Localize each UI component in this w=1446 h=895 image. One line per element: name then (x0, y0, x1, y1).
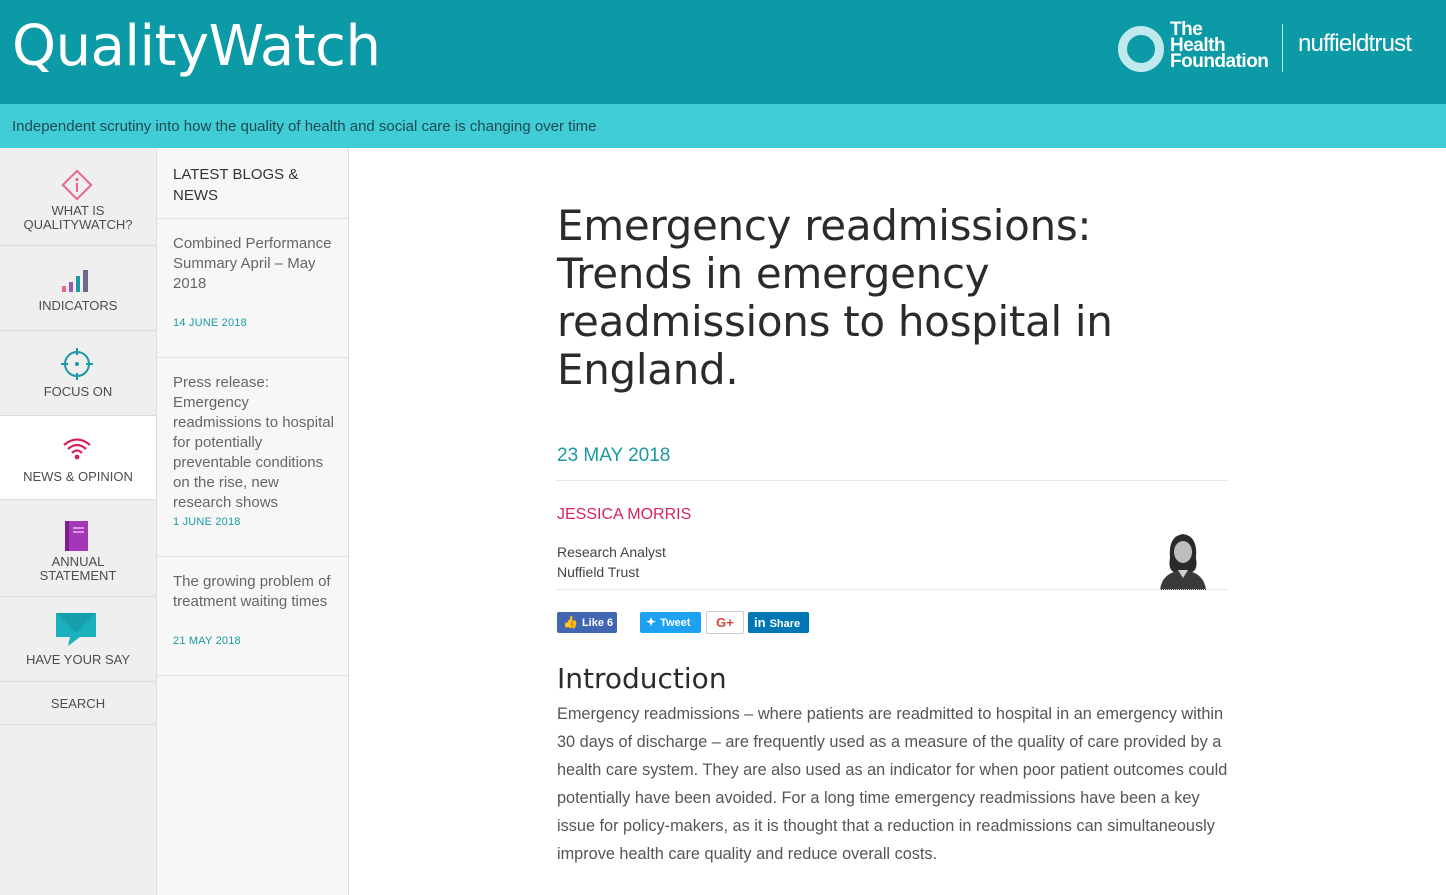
info-diamond-icon (60, 168, 94, 202)
sidebar-nav (0, 148, 157, 895)
tagline: Independent scrutiny into how the quality of health and social care is changing over time (12, 118, 597, 135)
sidebar-item-label: NEWS & OPINION (23, 469, 133, 484)
health-foundation-ring-icon (1118, 26, 1164, 72)
divider (557, 589, 1227, 590)
blog-post-date: 1 JUNE 2018 (173, 516, 241, 528)
bar-chart-icon (62, 268, 92, 292)
site-header (0, 0, 1446, 104)
section-heading: Introduction (557, 662, 727, 695)
facebook-like-button[interactable]: 👍 Like 6 (557, 612, 617, 633)
thumbs-up-icon: 👍 (563, 615, 578, 629)
sidebar-item-search[interactable] (0, 682, 156, 725)
article-paragraph: Emergency readmissions – where patients are readmitted to hospital in an emergency within 30 days of discharge – are frequently used as a measure of the quality of care provided by a health care system. They are also used as an indicator for when poor patient outcomes could potentially have been avoided. For a long time emergency readmissions have been a key issue for policy-makers, as it is thought that a reduction in readmissions can simultaneously improve health care quality and reduce overall costs. (557, 705, 1228, 863)
sidebar-item-annual-statement[interactable] (0, 500, 156, 597)
twitter-bird-icon: ✦ (646, 615, 657, 629)
sidebar-item-what-is-qualitywatch[interactable] (0, 148, 156, 246)
sidebar-item-label: FOCUS ON (43, 384, 113, 399)
divider (157, 675, 348, 676)
blog-post-link[interactable]: The growing problem of treatment waiting times (173, 573, 331, 610)
site-title[interactable]: QualityWatch (12, 14, 381, 79)
sidebar-item-label: INDICATORS (38, 298, 118, 313)
sidebar-item-label: SEARCH (50, 696, 106, 711)
author-details (557, 542, 666, 582)
linkedin-share-button[interactable]: in Share (748, 612, 809, 633)
article-title: Emergency readmissions: Trends in emergency readmissions to hospital in England. (557, 201, 1113, 394)
author-name[interactable]: JESSICA MORRIS (557, 506, 692, 523)
sidebar-item-label: ANNUAL STATEMENT (39, 554, 117, 583)
health-foundation-wordmark: The Health Foundation (1170, 19, 1269, 72)
divider (157, 556, 348, 557)
book-icon (64, 520, 90, 552)
sidebar-item-indicators[interactable] (0, 246, 156, 331)
tagline-bar (0, 104, 1446, 148)
logo-divider (1282, 24, 1283, 72)
blog-post-date: 21 MAY 2018 (173, 635, 241, 647)
blog-post-date: 14 JUNE 2018 (173, 317, 247, 329)
blog-post-link[interactable]: Press release: Emergency readmissions to hospital for potentially preventable conditions on the rise, new research shows (173, 374, 334, 511)
speech-bubble-icon (56, 611, 96, 647)
sidebar-item-have-your-say[interactable] (0, 597, 156, 682)
sidebar-item-news-opinion[interactable] (0, 416, 156, 500)
sidebar-item-label: HAVE YOUR SAY (25, 652, 131, 667)
latest-blogs-column (157, 148, 349, 895)
author-organisation: Nuffield Trust (557, 564, 640, 580)
author-avatar (1154, 528, 1212, 590)
divider (157, 357, 348, 358)
wifi-signal-icon (62, 436, 92, 462)
latest-blogs-heading: LATEST BLOGS & NEWS (173, 166, 299, 204)
linkedin-icon: in (754, 615, 766, 630)
nuffield-trust-logo[interactable]: nuffieldtrust (1298, 30, 1412, 57)
divider (557, 480, 1227, 481)
author-role: Research Analyst (557, 544, 666, 560)
crosshair-icon (60, 347, 94, 381)
divider (157, 218, 348, 219)
sidebar-item-focus-on[interactable] (0, 331, 156, 416)
sidebar-item-label: WHAT IS QUALITYWATCH? (23, 203, 133, 232)
twitter-tweet-button[interactable]: ✦ Tweet (640, 612, 701, 633)
google-plus-button[interactable]: G+ (706, 611, 744, 634)
article-date: 23 MAY 2018 (557, 445, 671, 466)
blog-post-link[interactable]: Combined Performance Summary April – May 2018 (173, 235, 332, 292)
